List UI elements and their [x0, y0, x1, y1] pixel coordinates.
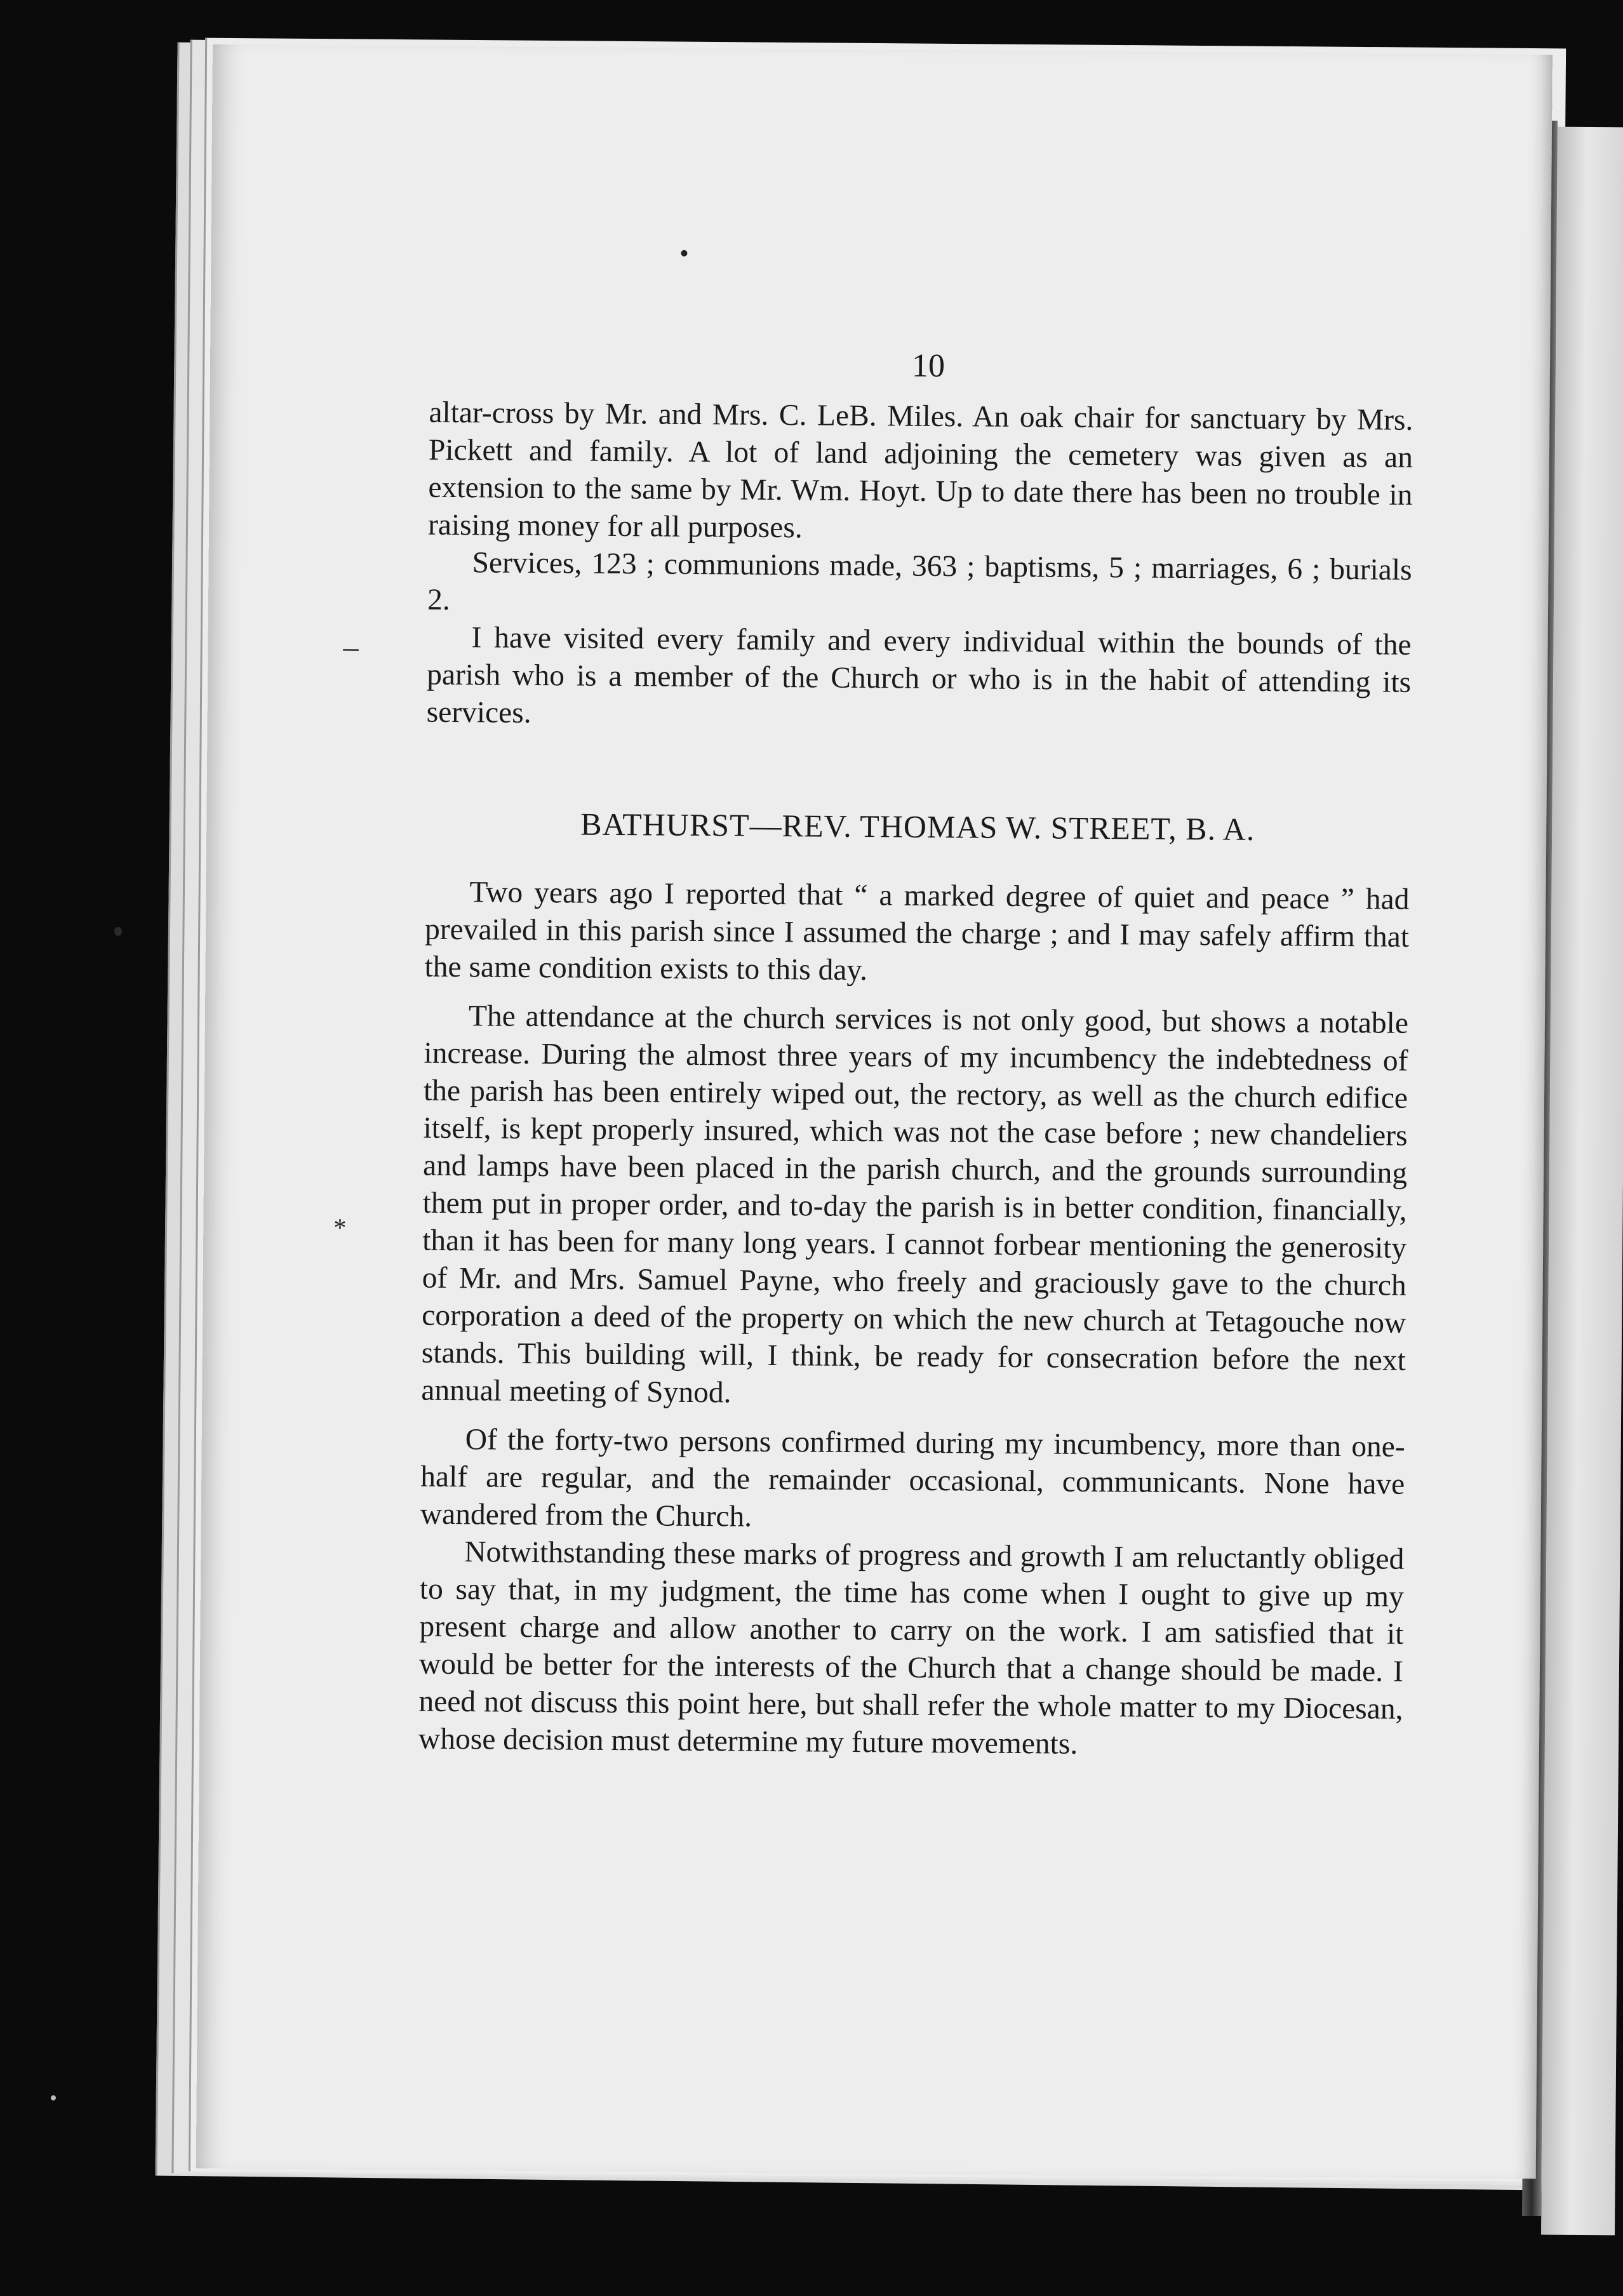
margin-dash-mark: –: [343, 630, 359, 664]
paragraph: Notwithstanding these marks of progress and growth I am reluctantly obliged to say that, in my judgment, the time has come when I ought to give up my present charge and allow another to carry on the work. I am satisfied that it would be better for the interests of the Church that a change should be made. I need not discuss this point here, but shall refer the whole matter to my Diocesan, whose decision must determine my future movements.: [418, 1535, 1405, 1761]
page-number: 10: [911, 347, 945, 385]
paragraph-continuation: altar-cross by Mr. and Mrs. C. LeB. Miles. An oak chair for sanctuary by Mrs. Pickett and family. A lot of land adjoining the cemetery was given as an extension to the same by Mr. Wm. Hoyt. Up to date there has been no trouble in raising money for all purposes.: [427, 396, 1413, 545]
paragraph-statistics: Services, 123 ; communions made, 363 ; baptisms, 5 ; marriages, 6 ; burials 2.: [427, 546, 1412, 617]
paragraph: Two years ago I reported that “ a marked degree of quiet and peace ” had prevailed in this parish since I assumed the charge ; and I may safely affirm that the same condition exists to this day.: [424, 876, 1410, 987]
paragraph-visits: I have visited every family and every individual within the bounds of the parish who is a member of the Church or who is in the habit of attending its services.: [426, 621, 1412, 730]
paragraph: The attendance at the church services is not only good, but shows a notable increase. During the almost three years of my incumbency the indebtedness of the parish has been entirely wiped out, the rectory, as well as the church edifice itself, is kept properly insured, which was not the case before ; new chandeliers and lamps have been placed in the parish church, and the grounds surrounding them put in proper order, and to-day the parish is in better condition, financially, than it has been for many long years. I cannot forbear mentioning the generosity of Mr. and Mrs. Samuel Payne, who freely and graciously gave to the church corporation a deed of the property on which the new church at Tetagouche now stands. This building will, I think, be ready for consecration before the next annual meeting of Synod.: [421, 999, 1409, 1410]
page-body: [418, 394, 1413, 1766]
ink-speck: [681, 250, 687, 257]
margin-star-mark: *: [333, 1213, 347, 1242]
paragraph: Of the forty-two persons confirmed during my incumbency, more than one-half are regular, and the remainder occasional, communicants. None have wandered from the Church.: [420, 1423, 1405, 1533]
book-page: [196, 44, 1553, 2179]
scan-speck: [114, 927, 122, 936]
scan-speck: [51, 2095, 56, 2100]
section-heading: BATHURST—REV. THOMAS W. STREET, B. A.: [580, 806, 1255, 847]
